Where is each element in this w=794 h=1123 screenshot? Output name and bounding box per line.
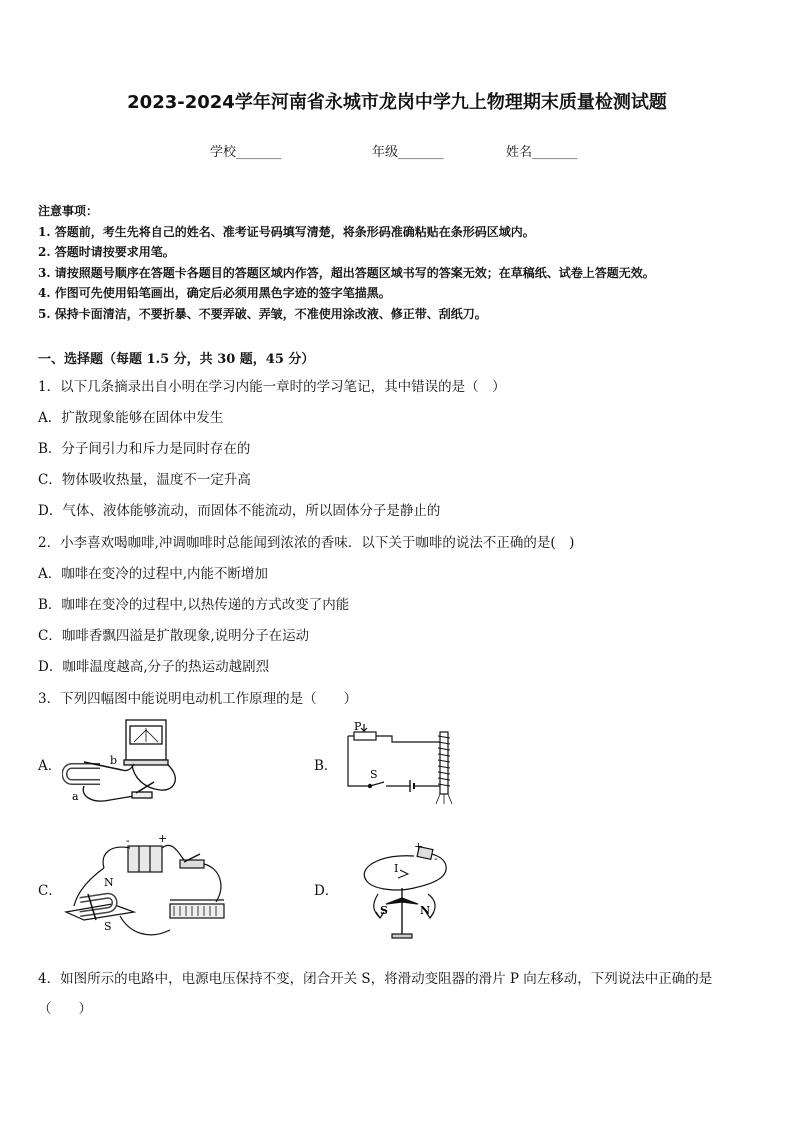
question-2-option-c: C．咖啡香飘四溢是扩散现象,说明分子在运动 xyxy=(38,628,310,644)
question-3-stem: 3．下列四幅图中能说明电动机工作原理的是（ ） xyxy=(38,691,358,707)
notice-item: 3. 请按照题号顺序在答题卡各题目的答题区域内作答，超出答题区域书写的答案无效；在草稿纸、试卷上答题无效。 xyxy=(38,265,655,280)
notice-item: 2. 答题时请按要求用笔。 xyxy=(38,245,175,259)
question-1-stem: 1．以下几条摘录出自小明在学习内能一章时的学习笔记，其中错误的是（ ） xyxy=(38,379,506,395)
question-1-option-a: A．扩散现象能够在固体中发生 xyxy=(38,410,224,426)
switch-base xyxy=(132,792,152,798)
question-3-label-d: D． xyxy=(314,883,339,899)
figure-c-motor-rails xyxy=(60,834,235,942)
switch xyxy=(180,860,204,868)
figure-d-oersted-experiment xyxy=(358,838,468,942)
question-2-stem: 2．小李喜欢喝咖啡,冲调咖啡时总能闻到浓浓的香味．以下关于咖啡的说法不正确的是( ) xyxy=(38,535,575,551)
question-1-option-b: B．分子间引力和斥力是同时存在的 xyxy=(38,441,251,457)
question-2-option-b: B．咖啡在变冷的过程中,以热传递的方式改变了内能 xyxy=(38,597,350,613)
figure-d-label-s: S xyxy=(380,904,388,917)
question-4-stem-line2: （ ） xyxy=(38,1001,92,1017)
name-field: 姓名_______ xyxy=(506,145,578,160)
section-heading: 一、选择题（每题 1.5 分，共 30 题，45 分） xyxy=(38,352,315,367)
question-2-option-d: D．咖啡温度越高,分子的热运动越剧烈 xyxy=(38,659,270,675)
figure-c-label-minus: - xyxy=(126,834,130,847)
question-3-label-c: C． xyxy=(38,883,62,899)
figure-b-electromagnet-circuit xyxy=(340,718,460,808)
notice-item: 4. 作图可先使用铅笔画出，确定后必须用黑色字迹的签字笔描黑。 xyxy=(38,286,391,300)
notice-heading: 注意事项： xyxy=(38,204,99,218)
figure-d-label-i: I xyxy=(394,862,399,875)
figure-c-label-plus: + xyxy=(158,834,168,845)
figure-d-label-n: N xyxy=(420,904,431,917)
figure-d-label-plus: + xyxy=(414,840,424,853)
page-title: 2023-2024学年河南省永城市龙岗中学九上物理期末质量检测试题 xyxy=(127,92,667,113)
notice-item: 5. 保持卡面清洁，不要折暴、不要弄破、弄皱，不准使用涂改液、修正带、刮纸刀。 xyxy=(38,306,487,321)
figure-a-label-b: b xyxy=(110,754,118,767)
question-4-stem-line1: 4．如图所示的电路中，电源电压保持不变，闭合开关 S，将滑动变阻器的滑片 P 向左移动，下列说法中正确的是 xyxy=(38,971,713,987)
figure-c-label-s: S xyxy=(104,920,112,933)
notice-block xyxy=(38,201,655,324)
figure-a-label-a: a xyxy=(72,790,79,803)
horseshoe-magnet xyxy=(65,766,101,782)
figure-c-label-n: N xyxy=(104,876,114,889)
figure-b-label-p: P xyxy=(354,720,362,733)
question-3-label-a: A． xyxy=(38,758,62,774)
question-1-option-d: D．气体、液体能够流动，而固体不能流动，所以固体分子是静止的 xyxy=(38,503,441,519)
question-1-option-c: C．物体吸收热量，温度不一定升高 xyxy=(38,472,251,488)
rheostat xyxy=(354,732,376,740)
question-3-label-b: B． xyxy=(314,758,338,774)
figure-b-label-s: S xyxy=(370,768,378,781)
figure-a-galvanometer-circuit xyxy=(62,716,192,808)
compass-stand xyxy=(392,934,412,938)
grade-field: 年级_______ xyxy=(372,145,444,160)
notice-item: 1. 答题前，考生先将自己的姓名、准考证号码填写清楚，将条形码准确粘贴在条形码区域内。 xyxy=(38,224,535,239)
battery xyxy=(128,846,162,872)
school-field: 学校_______ xyxy=(210,145,282,160)
figure-d-label-minus: - xyxy=(434,852,438,865)
question-2-option-a: A．咖啡在变冷的过程中,内能不断增加 xyxy=(38,566,269,582)
